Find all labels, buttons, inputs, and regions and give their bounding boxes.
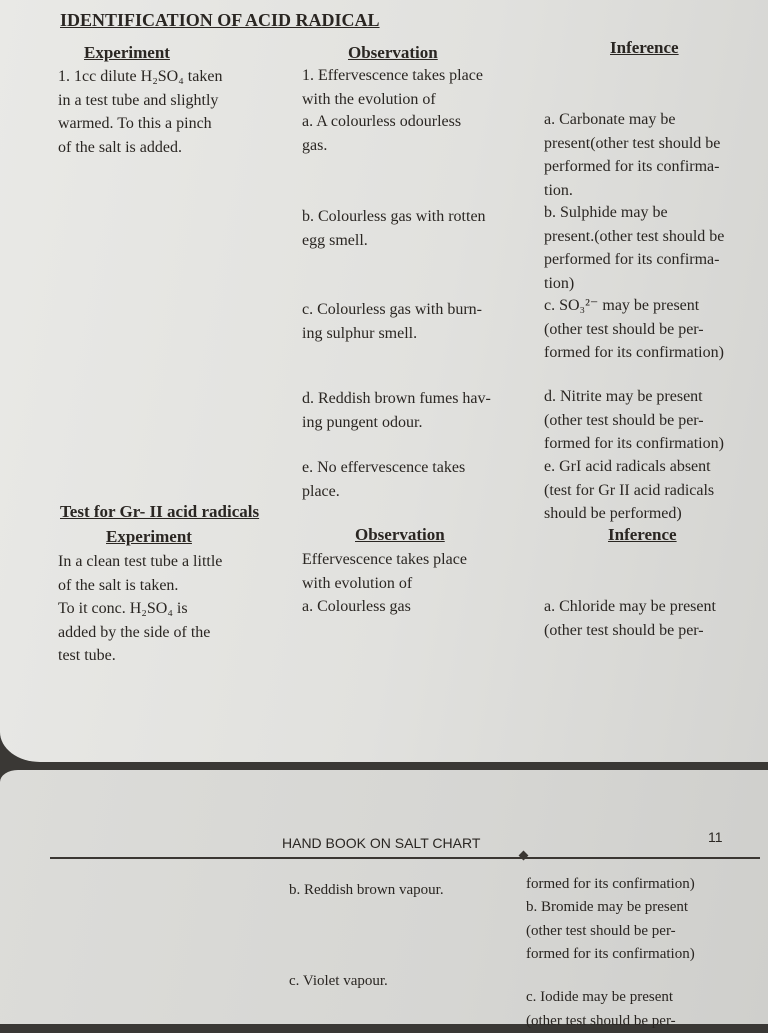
experiment-text-2: In a clean test tube a little of the salt is taken. To it conc. H₂SO₄ is added by the side of the test tube. <box>58 553 223 664</box>
inference-e: e. GrI acid radicals absent (test for Gr II acid radicals should be performed) <box>544 458 715 522</box>
observation-c: c. Colourless gas with burn- ing sulphur smell. <box>302 301 482 342</box>
inference-2b: b. Bromide may be present (other test should be per- formed for its confirmation) <box>526 899 695 962</box>
page-number: 11 <box>708 829 723 845</box>
observation-2c: c. Violet vapour. <box>289 973 388 989</box>
experiment-header: Experiment <box>84 43 170 62</box>
inference-header-2: Inference <box>608 525 677 544</box>
observation-2a: a. Colourless gas <box>302 598 411 615</box>
observation-2b: b. Reddish brown vapour. <box>289 882 444 898</box>
inference-d: d. Nitrite may be present (other test should be per- formed for its confirmation) <box>544 388 724 452</box>
inference-c: c. SO₃²⁻ may be present (other test should be per- formed for its confirmation) <box>544 297 724 361</box>
inference-header: Inference <box>610 38 679 57</box>
observation-header-2: Observation <box>355 525 445 544</box>
experiment-text: 1. 1cc dilute H₂SO₄ taken in a test tube and slightly warmed. To this a pinch of the salt is added. <box>58 68 223 156</box>
inference-a: a. Carbonate may be present(other test should be performed for its confirma- tion. <box>544 111 721 199</box>
observation-d: d. Reddish brown fumes hav- ing pungent odour. <box>302 390 491 431</box>
observation-intro-2: Effervescence takes place with evolution of <box>302 551 467 592</box>
inference-continued: formed for its confirmation) <box>526 876 695 892</box>
observation-b: b. Colourless gas with rotten egg smell. <box>302 208 486 249</box>
inference-2a: a. Chloride may be present (other test should be per- <box>544 598 716 639</box>
observation-a: a. A colourless odourless gas. <box>302 113 462 154</box>
inference-b: b. Sulphide may be present.(other test should be performed for its confirma- tion) <box>544 204 725 292</box>
observation-e: e. No effervescence takes place. <box>302 459 466 500</box>
running-header: HAND BOOK ON SALT CHART <box>282 835 481 851</box>
header-rule <box>50 857 760 859</box>
experiment-header-2: Experiment <box>106 527 192 546</box>
observation-intro: 1. Effervescence takes place with the evolution of <box>302 67 483 108</box>
section-title: IDENTIFICATION OF ACID RADICAL <box>60 10 380 30</box>
section2-title: Test for Gr- II acid radicals <box>60 502 260 521</box>
inference-2c: c. Iodide may be present (other test should be per- <box>526 989 676 1029</box>
observation-header: Observation <box>348 43 438 62</box>
